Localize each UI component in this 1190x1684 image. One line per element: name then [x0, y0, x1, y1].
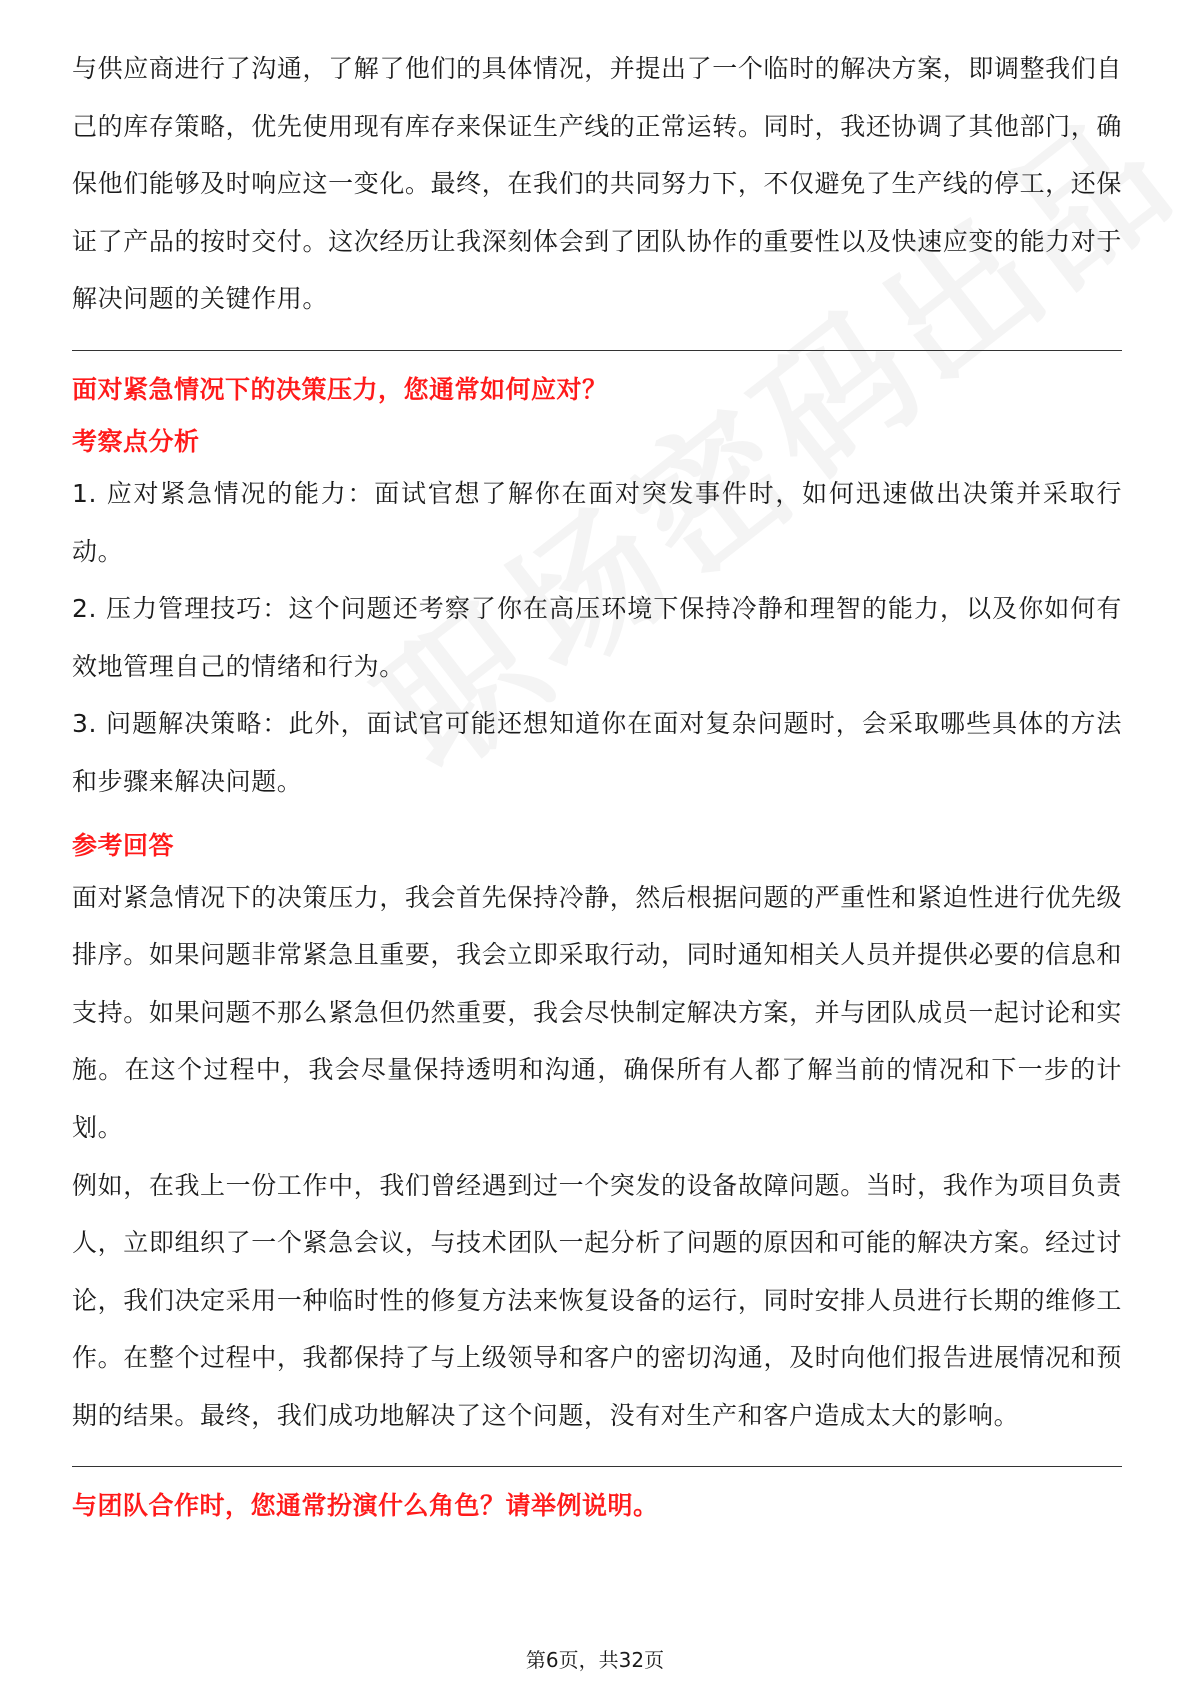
answer-heading: 参考回答: [72, 830, 175, 860]
answer-paragraph: 例如，在我上一份工作中，我们曾经遇到过一个突发的设备故障问题。当时，我作为项目负责人，立即组织了一个紧急会议，与技术团队一起分析了问题的原因和可能的解决方案。经过讨论，我们决定采用一种临时性的修复方法来恢复设备的运行，同时安排人员进行长期的维修工作。在整个过程中，我都保持了与上级领导和客户的密切沟通，及时向他们报告进展情况和预期的结果。最终，我们成功地解决了这个问题，没有对生产和客户造成太大的影响。: [72, 1170, 1122, 1430]
analysis-list: [72, 465, 1122, 811]
analysis-heading: 考察点分析: [72, 426, 200, 456]
question-heading: 与团队合作时，您通常扮演什么角色？请举例说明。: [72, 1491, 659, 1521]
question-heading: 面对紧急情况下的决策压力，您通常如何应对？: [72, 374, 608, 404]
page-content: [72, 40, 1122, 1523]
analysis-item: 2. 压力管理技巧：这个问题还考察了你在高压环境下保持冷静和理智的能力，以及你如何有效地管理自己的情绪和行为。: [72, 594, 1122, 681]
intro-paragraph: 与供应商进行了沟通，了解了他们的具体情况，并提出了一个临时的解决方案，即调整我们自己的库存策略，优先使用现有库存来保证生产线的正常运转。同时，我还协调了其他部门，确保他们能够及时响应这一变化。最终，在我们的共同努力下，不仅避免了生产线的停工，还保证了产品的按时交付。这次经历让我深刻体会到了团队协作的重要性以及快速应变的能力对于解决问题的关键作用。: [72, 54, 1122, 314]
analysis-item: 1. 应对紧急情况的能力：面试官想了解你在面对突发事件时，如何迅速做出决策并采取行动。: [72, 478, 1122, 566]
page-number: 第6页，共32页: [525, 1648, 665, 1672]
answer-paragraph: 面对紧急情况下的决策压力，我会首先保持冷静，然后根据问题的严重性和紧迫性进行优先级排序。如果问题非常紧急且重要，我会立即采取行动，同时通知相关人员并提供必要的信息和支持。如果问题不那么紧急但仍然重要，我会尽快制定解决方案，并与团队成员一起讨论和实施。在这个过程中，我会尽量保持透明和沟通，确保所有人都了解当前的情况和下一步的计划。: [72, 882, 1122, 1142]
analysis-item: 3. 问题解决策略：此外，面试官可能还想知道你在面对复杂问题时，会采取哪些具体的方法和步骤来解决问题。: [72, 709, 1122, 796]
